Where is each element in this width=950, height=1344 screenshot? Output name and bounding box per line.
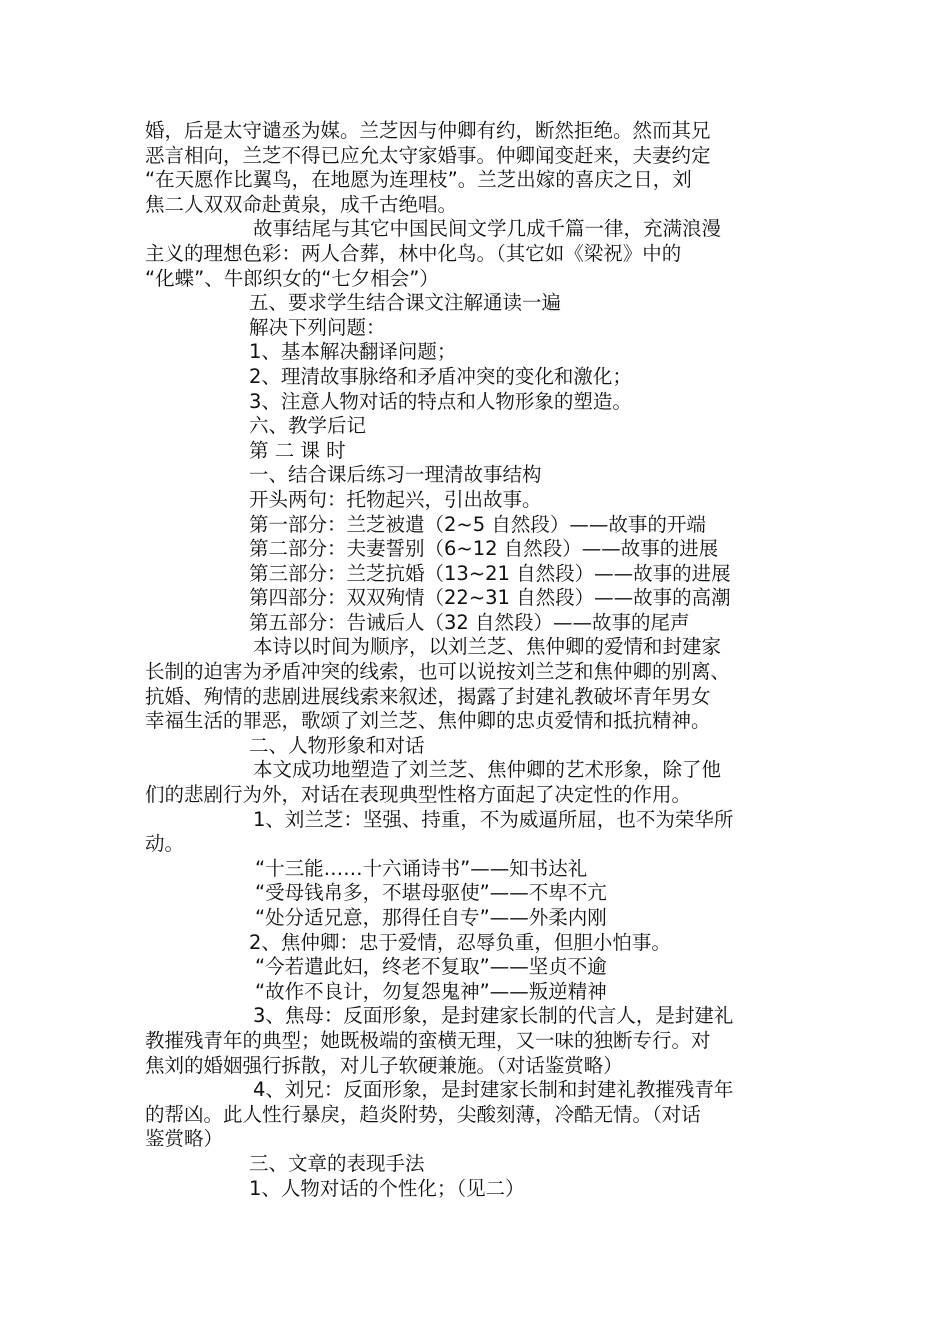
quote-line: “十三能……十六诵诗书”——知书达礼 [255, 856, 588, 880]
list-item: 4、刘兄：反面形象，是封建家长制和封建礼教摧残青年 [253, 1078, 734, 1102]
section-heading: 六、教学后记 [249, 414, 367, 438]
quote-line: “受母钱帛多，不堪母驱使”——不卑不亢 [255, 881, 607, 905]
list-item: 1、人物对话的个性化；（见二） [249, 1176, 525, 1200]
section-heading: 二、人物形象和对话 [249, 733, 425, 757]
list-item: 3、注意人物对话的特点和人物形象的塑造。 [249, 389, 632, 413]
list-item: 2、理清故事脉络和矛盾冲突的变化和激化； [249, 364, 632, 388]
quote-line: “处分适兄意，那得任自专”——外柔内刚 [255, 906, 607, 929]
text-line: 故事结尾与其它中国民间文学几成千篇一律，充满浪漫 [253, 217, 722, 241]
text-line: 焦二人双双命赴黄泉，成千古绝唱。 [145, 192, 458, 216]
list-item: 1、刘兰芝：坚强、持重，不为威逼所屈，也不为荣华所 [253, 807, 734, 831]
quote-line: “今若遣此妇，终老不复取”——坚贞不逾 [255, 955, 607, 979]
text-line: “化蝶”、牛郎织女的“七夕相会”） [145, 266, 439, 290]
text-line: 本诗以时间为顺序，以刘兰芝、焦仲卿的爱情和封建家 [253, 635, 722, 659]
text-line: 的帮凶。此人性行暴戾，趋炎附势，尖酸刻薄，冷酷无情。（对话 [145, 1102, 701, 1126]
text-line: 动。 [145, 832, 185, 856]
document-body [145, 119, 820, 1201]
section-heading: 一、结合课后练习一理清故事结构 [249, 463, 542, 487]
text-line: “在天愿作比翼鸟，在地愿为连理枝”。兰芝出嫁的喜庆之日，刘 [145, 168, 692, 192]
structure-part: 第五部分：告诫后人（32 自然段）——故事的尾声 [249, 610, 690, 634]
list-item: 2、焦仲卿：忠于爱情，忍辱负重，但胆小怕事。 [249, 930, 671, 954]
text-line: 长制的迫害为矛盾冲突的线索，也可以说按刘兰芝和焦仲卿的别离、 [145, 660, 731, 684]
text-line: 幸福生活的罪恶，歌颂了刘兰芝、焦仲卿的忠贞爱情和抵抗精神。 [145, 709, 711, 733]
lesson-title: 第 二 课 时 [249, 438, 346, 462]
text-line: 抗婚、殉情的悲剧进展线索来叙述，揭露了封建礼教破坏青年男女 [145, 684, 711, 708]
text-line: 鉴赏略） [145, 1127, 224, 1151]
structure-part: 第三部分：兰芝抗婚（13~21 自然段）——故事的进展 [249, 561, 731, 585]
section-heading: 三、文章的表现手法 [249, 1151, 425, 1175]
text-line: 婚，后是太守谴丞为媒。兰芝因与仲卿有约，断然拒绝。然而其兄 [145, 119, 711, 142]
text-line: 们的悲剧行为外，对话在表现典型性格方面起了决定性的作用。 [145, 783, 692, 807]
structure-part: 第一部分：兰芝被遣（2~5 自然段）——故事的开端 [249, 512, 706, 536]
section-heading: 五、要求学生结合课文注解通读一遍 [249, 291, 562, 315]
text-line: 主义的理想色彩：两人合葬，林中化鸟。（其它如《梁祝》中的 [145, 241, 682, 265]
text-line: 解决下列问题： [249, 315, 386, 339]
list-item: 3、焦母：反面形象，是封建家长制的代言人，是封建礼 [253, 1004, 734, 1028]
text-line: 本文成功地塑造了刘兰芝、焦仲卿的艺术形象，除了他 [253, 758, 722, 782]
text-line: 开头两句：托物起兴，引出故事。 [249, 487, 542, 511]
text-line: 焦刘的婚姻强行拆散，对儿子软硬兼施。（对话鉴赏略） [145, 1053, 623, 1077]
structure-part: 第二部分：夫妻誓别（6~12 自然段）——故事的进展 [249, 537, 719, 561]
list-item: 1、基本解决翻译问题； [249, 340, 457, 364]
structure-part: 第四部分：双双殉情（22~31 自然段）——故事的高潮 [249, 586, 731, 610]
text-line: 教摧残青年的典型；她既极端的蛮横无理，又一味的独断专行。对 [145, 1028, 711, 1052]
quote-line: “故作不良计，勿复怨鬼神”——叛逆精神 [255, 979, 607, 1003]
text-line: 恶言相向，兰芝不得已应允太守家婚事。仲卿闻变赶来，夫妻约定 [145, 143, 711, 167]
